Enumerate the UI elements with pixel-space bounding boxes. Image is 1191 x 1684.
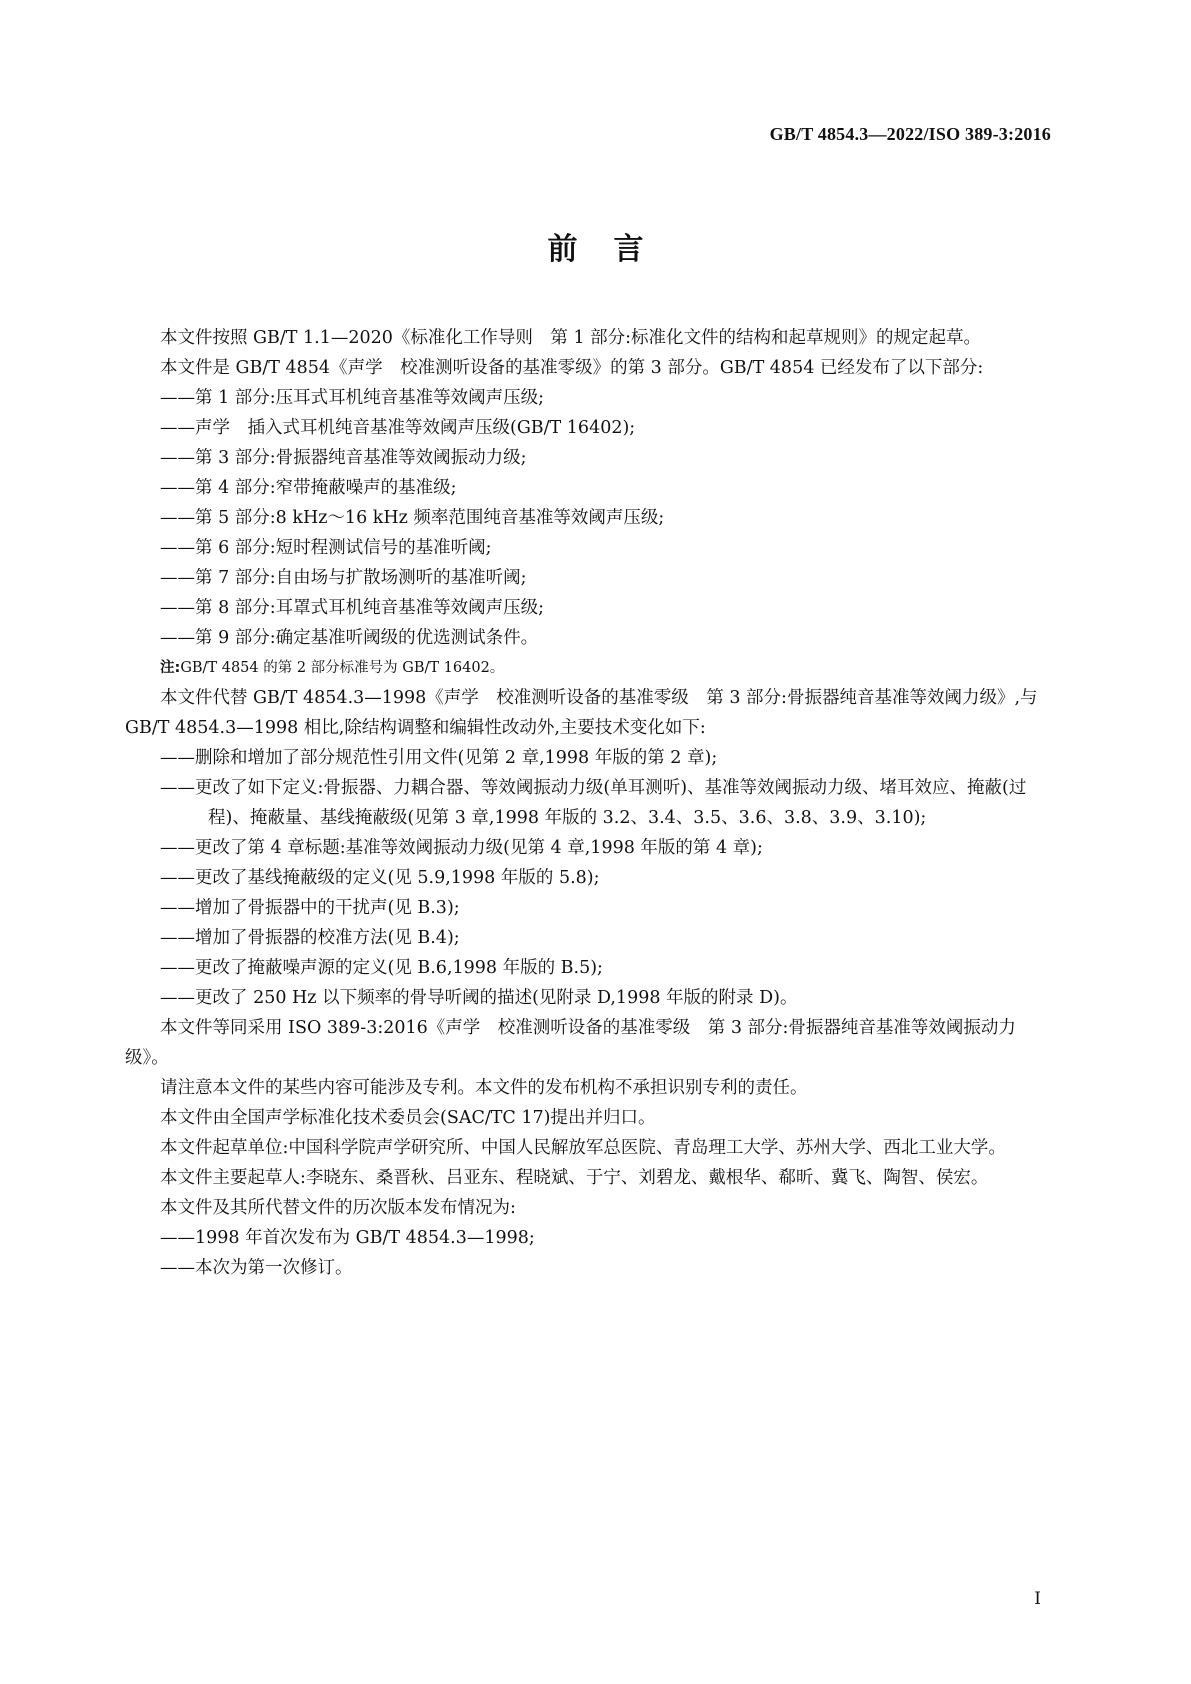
paragraph: 本文件等同采用 ISO 389-3:2016《声学 校准测听设备的基准零级 第 3 部分:骨振器纯音基准等效阈振动力级》。 bbox=[125, 1018, 1016, 1068]
list-item: ——更改了基线掩蔽级的定义(见 5.9,1998 年版的 5.8); bbox=[160, 868, 600, 888]
paragraph: 本文件起草单位:中国科学院声学研究所、中国人民解放军总医院、青岛理工大学、苏州大学、西北工业大学。 bbox=[160, 1138, 1006, 1158]
history-list bbox=[125, 1223, 1059, 1283]
list-item: ——第 7 部分:自由场与扩散场测听的基准听阈; bbox=[160, 568, 527, 588]
parts-list bbox=[125, 383, 1059, 653]
paragraph: 本文件及其所代替文件的历次版本发布情况为: bbox=[160, 1198, 516, 1218]
list-item: ——1998 年首次发布为 GB/T 4854.3—1998; bbox=[160, 1228, 535, 1248]
list-item: ——更改了 250 Hz 以下频率的骨导听阈的描述(见附录 D,1998 年版的附录 D)。 bbox=[160, 988, 798, 1008]
foreword-body bbox=[125, 323, 1059, 1283]
paragraph: 请注意本文件的某些内容可能涉及专利。本文件的发布机构不承担识别专利的责任。 bbox=[160, 1078, 808, 1098]
note bbox=[125, 653, 1059, 683]
note-label: 注: bbox=[160, 660, 181, 676]
list-item: ——第 4 部分:窄带掩蔽噪声的基准级; bbox=[160, 478, 457, 498]
page-title: 前言 bbox=[547, 232, 680, 267]
note-text: GB/T 4854 的第 2 部分标准号为 GB/T 16402。 bbox=[180, 660, 505, 676]
list-item: ——第 6 部分:短时程测试信号的基准听阈; bbox=[160, 538, 492, 558]
page-number: I bbox=[1034, 1589, 1041, 1609]
list-item: ——更改了掩蔽噪声源的定义(见 B.6,1998 年版的 B.5); bbox=[160, 958, 603, 978]
list-item: ——更改了如下定义:骨振器、力耦合器、等效阈振动力级(单耳测听)、基准等效阈振动力级、堵耳效应、掩蔽(过程)、掩蔽量、基线掩蔽级(见第 3 章,1998 年版的 3.2、3.4、3.5、3.6、3.8、3.9、3.10); bbox=[160, 778, 1027, 828]
paragraph: 本文件按照 GB/T 1.1—2020《标准化工作导则 第 1 部分:标准化文件的结构和起草规则》的规定起草。 bbox=[160, 328, 982, 348]
list-item: ——第 5 部分:8 kHz～16 kHz 频率范围纯音基准等效阈声压级; bbox=[160, 508, 665, 528]
list-item: ——声学 插入式耳机纯音基准等效阈声压级(GB/T 16402); bbox=[160, 418, 636, 438]
list-item: ——增加了骨振器中的干扰声(见 B.3); bbox=[160, 898, 460, 918]
list-item: ——本次为第一次修订。 bbox=[160, 1258, 353, 1278]
list-item: ——增加了骨振器的校准方法(见 B.4); bbox=[160, 928, 460, 948]
list-item: ——第 3 部分:骨振器纯音基准等效阈振动力级; bbox=[160, 448, 527, 468]
standard-code: GB/T 4854.3—2022/ISO 389-3:2016 bbox=[769, 124, 1051, 144]
list-item: ——更改了第 4 章标题:基准等效阈振动力级(见第 4 章,1998 年版的第 4 章); bbox=[160, 838, 763, 858]
list-item: ——第 8 部分:耳罩式耳机纯音基准等效阈声压级; bbox=[160, 598, 545, 618]
paragraph: 本文件是 GB/T 4854《声学 校准测听设备的基准零级》的第 3 部分。GB/T 4854 已经发布了以下部分: bbox=[160, 358, 984, 378]
changes-list bbox=[125, 743, 1059, 1013]
paragraph: 本文件代替 GB/T 4854.3—1998《声学 校准测听设备的基准零级 第 3 部分:骨振器纯音基准等效阈力级》,与 GB/T 4854.3—1998 相比,除结构调整和编辑性改动外,主要技术变化如下: bbox=[125, 688, 1038, 738]
list-item: ——删除和增加了部分规范性引用文件(见第 2 章,1998 年版的第 2 章); bbox=[160, 748, 718, 768]
paragraph: 本文件主要起草人:李晓东、桑晋秋、吕亚东、程晓斌、于宁、刘碧龙、戴根华、郗昕、冀飞、陶智、侯宏。 bbox=[160, 1168, 989, 1188]
list-item: ——第 9 部分:确定基准听阈级的优选测试条件。 bbox=[160, 628, 539, 648]
paragraph: 本文件由全国声学标准化技术委员会(SAC/TC 17)提出并归口。 bbox=[160, 1108, 656, 1128]
list-item: ——第 1 部分:压耳式耳机纯音基准等效阈声压级; bbox=[160, 388, 545, 408]
